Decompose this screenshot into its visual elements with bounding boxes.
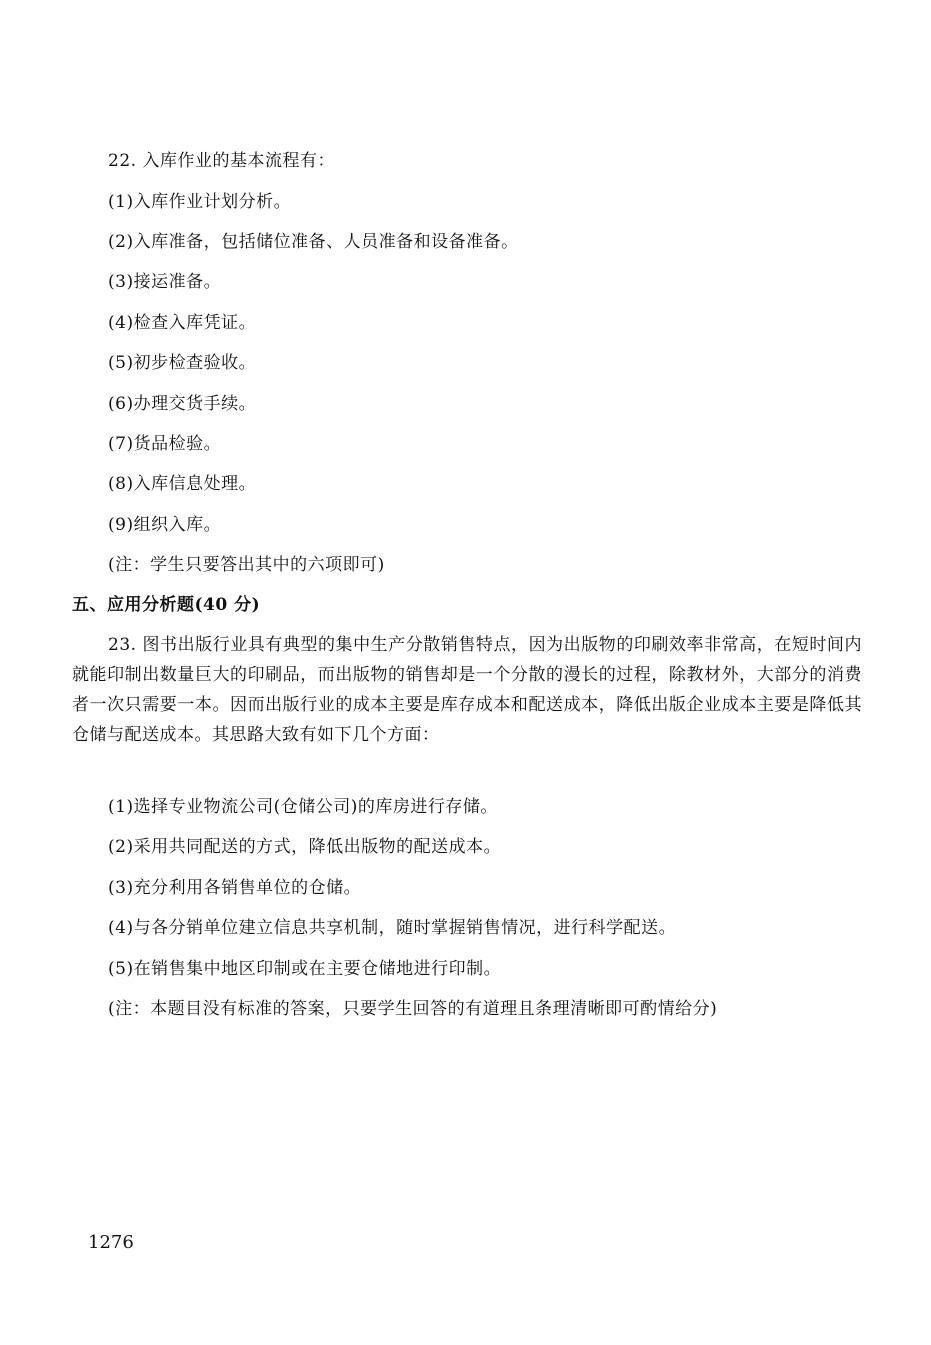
q22-note: (注：学生只要答出其中的六项即可): [108, 555, 385, 575]
q23-item-5: (5)在销售集中地区印制或在主要仓储地进行印制。: [108, 959, 502, 979]
q22-item-6: (6)办理交货手续。: [108, 394, 257, 414]
q22-item-2: (2)入库准备，包括储位准备、人员准备和设备准备。: [108, 232, 519, 252]
page-number: 1276: [88, 1232, 134, 1253]
q22-item-4: (4)检查入库凭证。: [108, 313, 257, 333]
q23-paragraph: 23. 图书出版行业具有典型的集中生产分散销售特点，因为出版物的印刷效率非常高，在短时间内就能印制出数量巨大的印刷品，而出版物的销售却是一个分散的漫长的过程，除教材外，大部分的消费者一次只需要一本。因而出版行业的成本主要是库存成本和配送成本，降低出版企业成本主要是降低其仓储与配送成本。其思路大致有如下几个方面：: [72, 635, 862, 745]
q22-item-9: (9)组织入库。: [108, 515, 222, 535]
q22-item-3: (3)接运准备。: [108, 272, 222, 292]
q22-item-7: (7)货品检验。: [108, 434, 222, 454]
q23-item-2: (2)采用共同配送的方式，降低出版物的配送成本。: [108, 837, 502, 857]
q23-item-3: (3)充分利用各销售单位的仓储。: [108, 878, 362, 898]
q23-item-4: (4)与各分销单位建立信息共享机制，随时掌握销售情况，进行科学配送。: [108, 918, 677, 938]
q22-item-8: (8)入库信息处理。: [108, 474, 257, 494]
q22-item-1: (1)入库作业计划分析。: [108, 192, 292, 212]
q23-item-1: (1)选择专业物流公司(仓储公司)的库房进行存储。: [108, 797, 498, 817]
q22-title: 22. 入库作业的基本流程有：: [108, 151, 335, 171]
section-heading: 五、应用分析题(40 分): [72, 595, 261, 615]
q23-note: (注：本题目没有标准的答案，只要学生回答的有道理且条理清晰即可酌情给分): [108, 999, 718, 1019]
q22-item-5: (5)初步检查验收。: [108, 353, 257, 373]
